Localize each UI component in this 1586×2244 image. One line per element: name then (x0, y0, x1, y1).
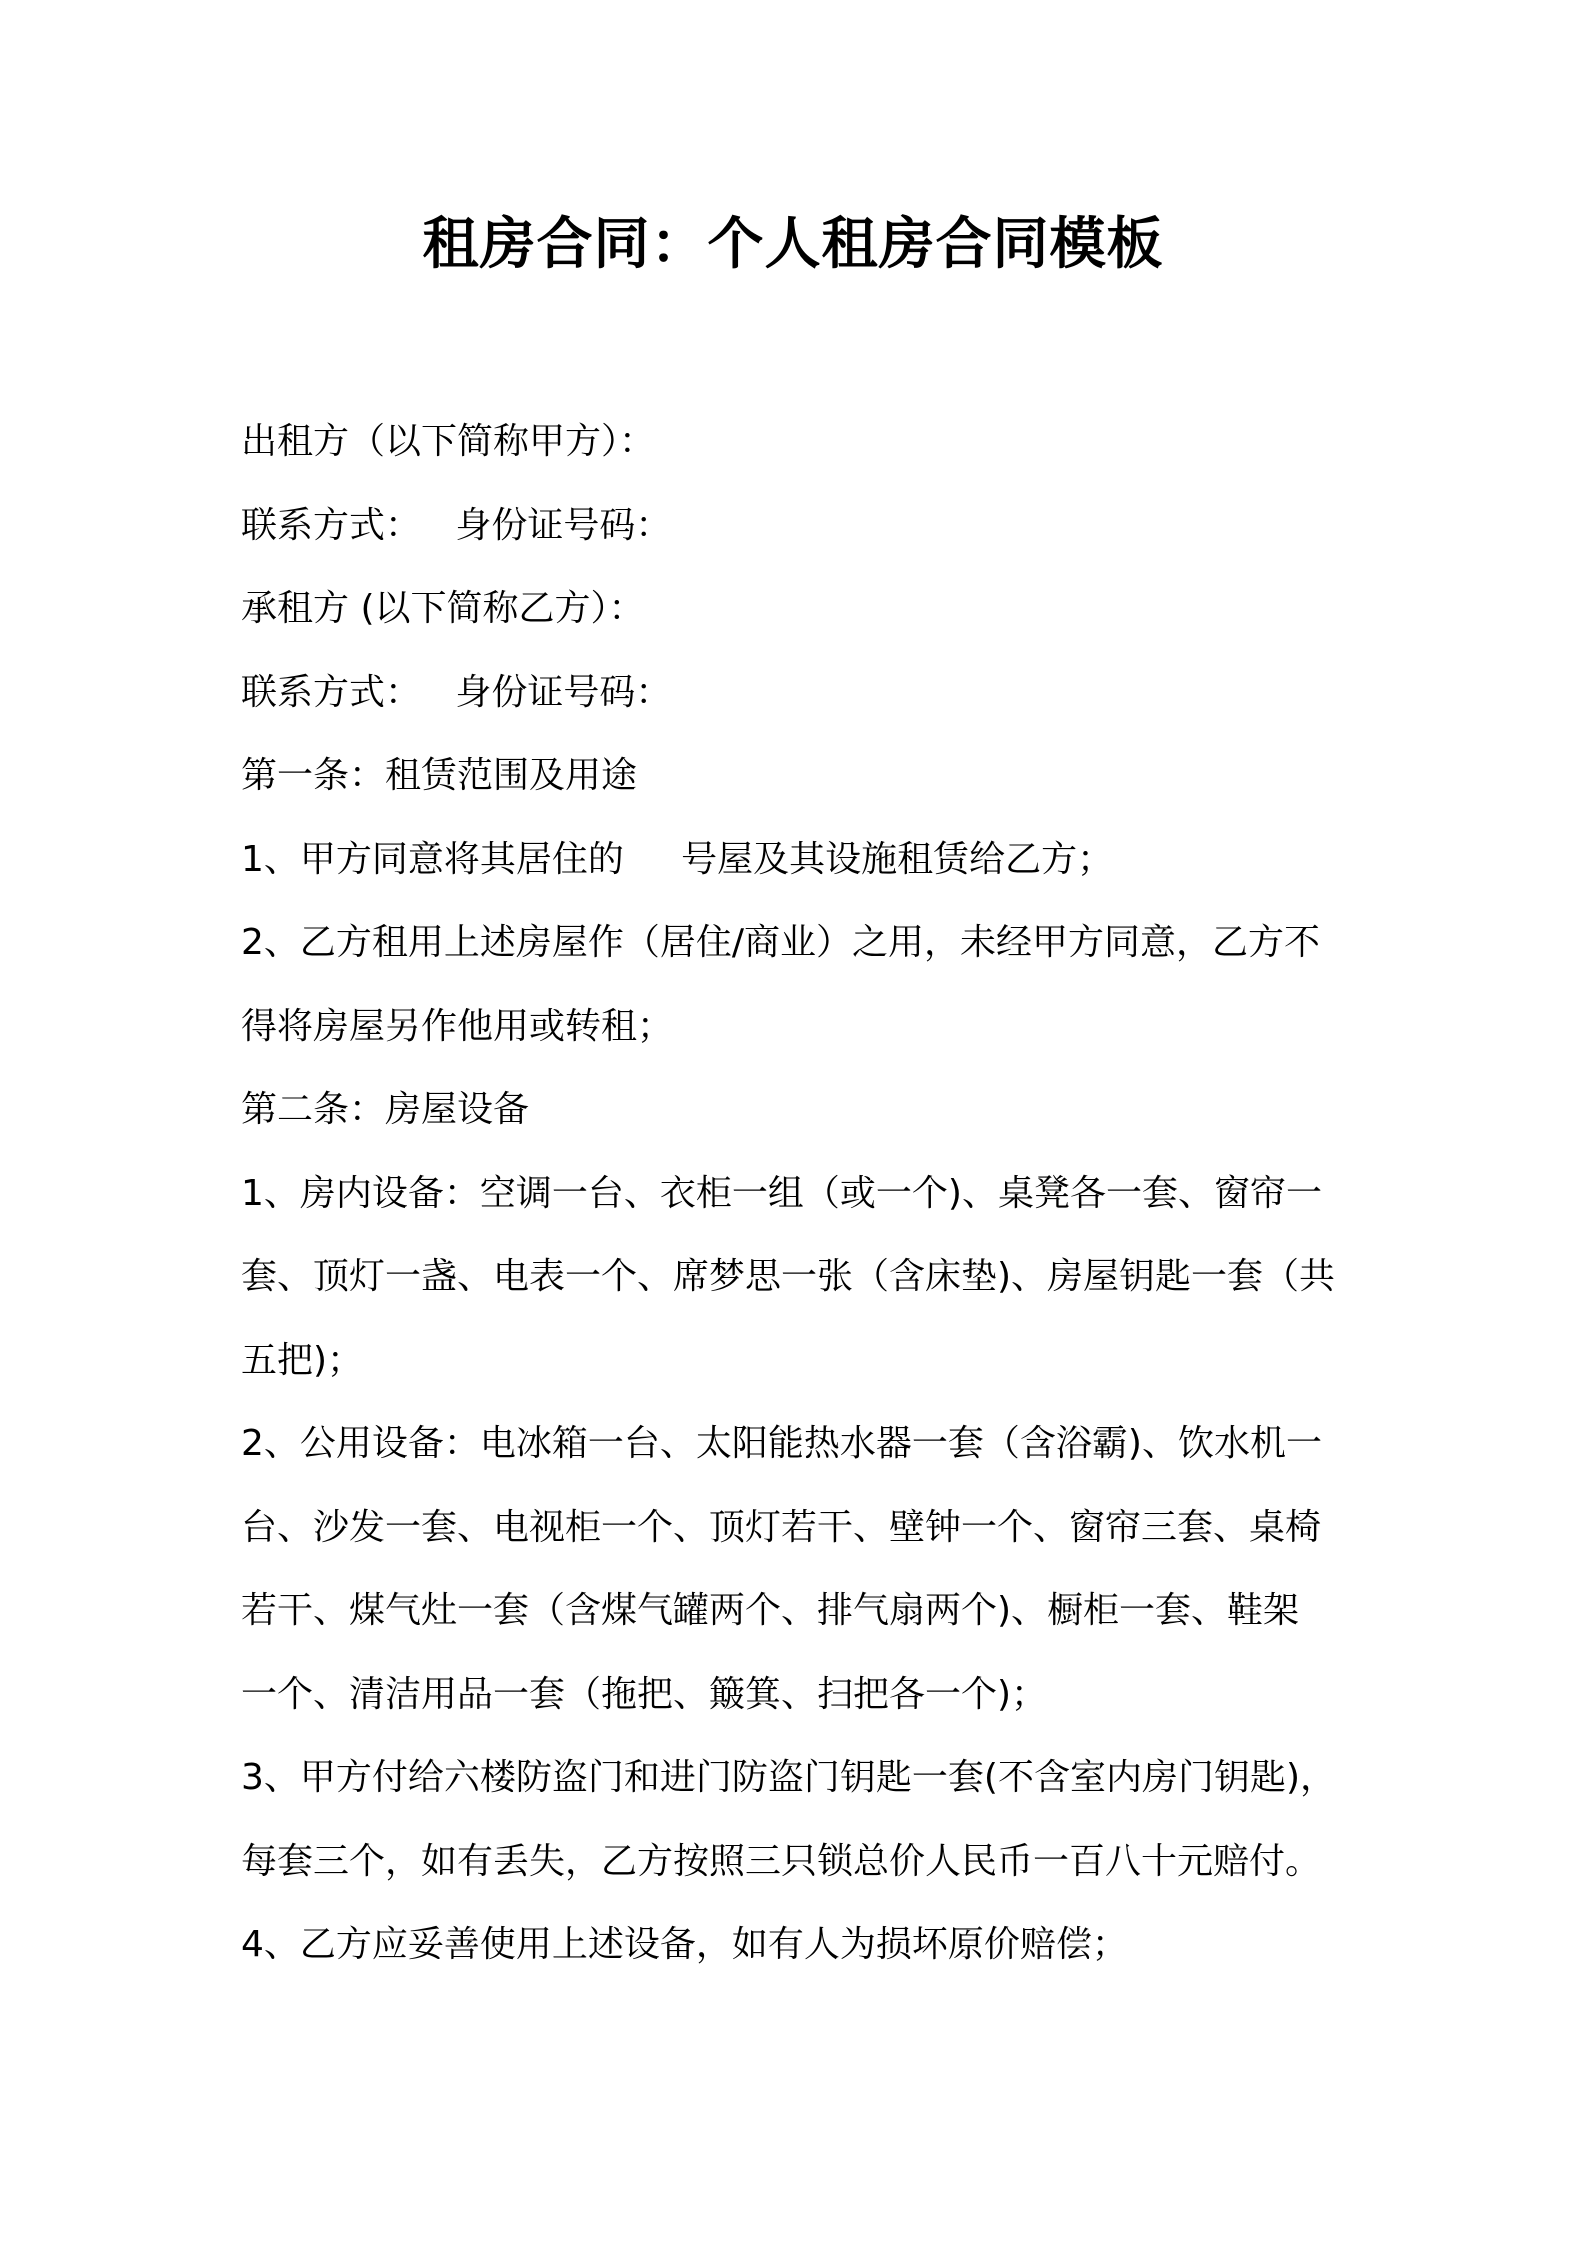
paragraph-line: 1、甲方同意将其居住的 号屋及其设施租赁给乙方； (241, 838, 1114, 880)
paragraph-line: 若干、煤气灶一套（含煤气罐两个、排气扇两个)、橱柜一套、鞋架 (241, 1590, 1300, 1631)
paragraph-line: 2、乙方租用上述房屋作（居住/商业）之用，未经甲方同意，乙方不 (241, 922, 1321, 963)
paragraph-line: 3、甲方付给六楼防盗门和进门防盗门钥匙一套(不含室内房门钥匙)， (241, 1757, 1336, 1798)
paragraph-line: 2、公用设备：电冰箱一台、太阳能热水器一套（含浴霸)、饮水机一 (241, 1423, 1322, 1464)
paragraph-line: 套、顶灯一盏、电表一个、席梦思一张（含床垫)、房屋钥匙一套（共 (241, 1256, 1336, 1297)
paragraph-line: 每套三个，如有丢失，乙方按照三只锁总价人民币一百八十元赔付。 (241, 1840, 1322, 1882)
paragraph-line: 4、乙方应妥善使用上述设备，如有人为损坏原价赔偿； (241, 1924, 1128, 1965)
paragraph-line: 五把)； (241, 1339, 364, 1381)
document-title: 租房合同：个人租房合同模板 (422, 212, 1164, 277)
paragraph-line: 一个、清洁用品一套（拖把、簸箕、扫把各一个)； (241, 1673, 1048, 1715)
paragraph-line: 出租方（以下简称甲方）： (241, 421, 656, 462)
paragraph-line: 得将房屋另作他用或转租； (241, 1005, 674, 1047)
section-heading: 第二条：房屋设备 (241, 1089, 530, 1130)
document-body (241, 400, 1365, 1987)
section-heading: 第一条：租赁范围及用途 (241, 755, 638, 796)
paragraph-line: 承租方 (以下简称乙方）： (241, 588, 645, 629)
paragraph-line: 1、房内设备：空调一台、衣柜一组（或一个)、桌凳各一套、窗帘一 (241, 1172, 1322, 1214)
paragraph-line: 台、沙发一套、电视柜一个、顶灯若干、壁钟一个、窗帘三套、桌椅 (241, 1506, 1322, 1548)
paragraph-line: 联系方式： 身份证号码： (241, 504, 672, 546)
paragraph-line: 联系方式： 身份证号码： (241, 671, 672, 713)
